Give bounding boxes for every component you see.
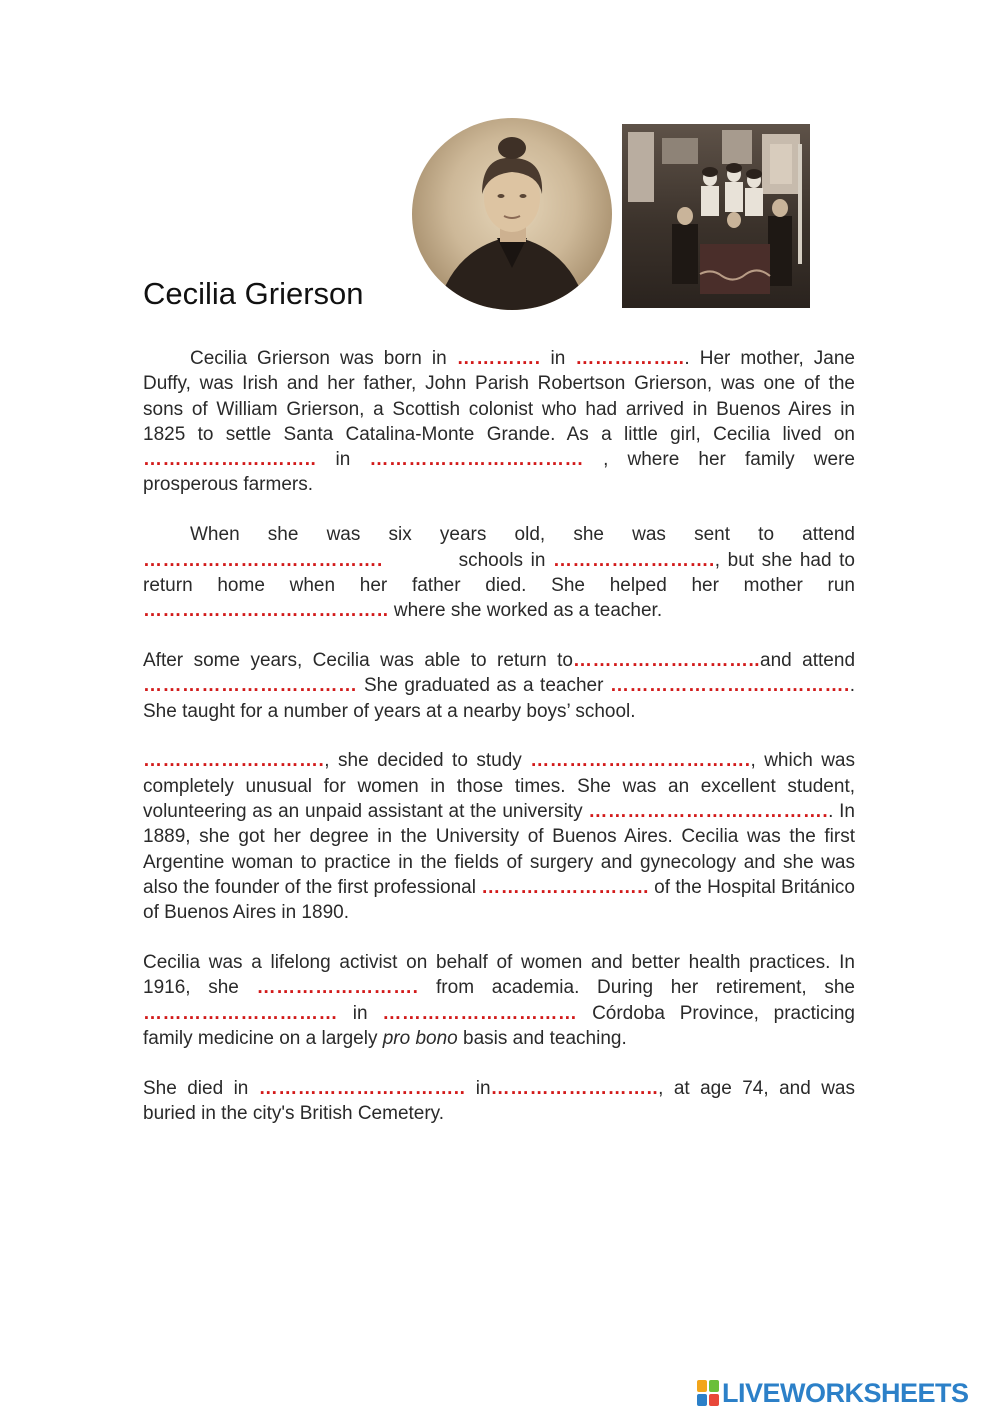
text: She died in xyxy=(143,1077,259,1099)
blank-retirement-place[interactable]: ………………………… xyxy=(382,1002,578,1024)
blank-mother-run[interactable]: ……………………………….. xyxy=(143,600,389,622)
text: and attend xyxy=(760,649,856,671)
paragraph-5 xyxy=(143,950,855,1051)
text: in xyxy=(465,1077,491,1099)
group-photo xyxy=(622,124,810,308)
text: in xyxy=(316,449,370,471)
blank-school-type[interactable]: ………………………………. xyxy=(143,549,383,571)
blank-death-place[interactable]: …………………….. xyxy=(490,1077,659,1099)
text: She graduated as a teacher xyxy=(357,675,610,697)
text: where she worked as a teacher. xyxy=(388,600,663,622)
paragraph-4 xyxy=(143,748,855,925)
text: Cecilia Grierson was born in xyxy=(190,348,457,369)
biography-text xyxy=(143,346,855,1151)
blank-birth-place[interactable]: …………….. xyxy=(575,348,685,369)
blank-attend[interactable]: …………………………… xyxy=(143,675,358,697)
blank-when[interactable]: ………………………. xyxy=(143,750,325,772)
portrait-photo xyxy=(412,118,612,310)
blank-retirement[interactable]: ………………………… xyxy=(143,1002,338,1024)
blank-birth-date[interactable]: …………. xyxy=(456,348,541,369)
text: in xyxy=(540,348,576,369)
blank-1916[interactable]: ……………………. xyxy=(256,977,419,999)
text-italic: pro bono xyxy=(382,1027,458,1049)
blank-graduated[interactable]: ………………………………. xyxy=(609,675,850,697)
paragraph-1 xyxy=(143,346,855,498)
text: of the Hospital Británico of Buenos Aires in 1890. xyxy=(143,876,855,924)
text: After some years, Cecilia was able to return to xyxy=(143,649,573,671)
blank-study[interactable]: ……………………………. xyxy=(530,750,751,772)
liveworksheets-logo[interactable] xyxy=(697,1378,969,1408)
text: , which was completely unusual for women in those times. She was an excellent student, volunteering as an unpaid assistant at the university xyxy=(143,750,856,822)
blank-return-to[interactable]: ……………………….. xyxy=(572,649,761,671)
text: . In 1889, she got her degree in the University of Buenos Aires. Cecilia was the first Argentine woman to practice in the fields of surgery and gynecology and she was also the founder of the first professional xyxy=(143,800,855,898)
text: , at age 74, and was buried in the city's British Cemetery. xyxy=(143,1077,855,1124)
text: basis and teaching. xyxy=(457,1027,627,1049)
blank-university[interactable]: ………………………………. xyxy=(588,800,829,822)
logo-icon xyxy=(697,1380,719,1406)
text: When she was six years old, she was sent to attend xyxy=(190,524,855,546)
paragraph-2 xyxy=(143,522,855,623)
logo-text: LIVEWORKSHEETS xyxy=(722,1377,969,1408)
text: Cecilia was a lifelong activist on behalf of women and better health practices. In 1916, she xyxy=(143,951,855,999)
blank-lived-in[interactable]: …………………………… xyxy=(369,449,584,471)
blank-lived-on[interactable]: ……………….…….. xyxy=(143,449,317,471)
text: schools in xyxy=(382,549,553,571)
blank-school-place[interactable]: ……………………. xyxy=(553,549,715,571)
paragraph-6 xyxy=(143,1076,855,1127)
text: in xyxy=(338,1002,383,1024)
text: , where her family were prosperous farmers. xyxy=(143,449,855,496)
text: , but she had to return home when her father died. She helped her mother run xyxy=(143,549,855,596)
text: from academia. During her retirement, she xyxy=(418,977,855,999)
page-title: Cecilia Grierson xyxy=(143,276,364,311)
text: , she decided to study xyxy=(324,750,531,772)
blank-professional[interactable]: …………………….. xyxy=(481,876,649,898)
blank-death-date[interactable]: ………………………….. xyxy=(258,1077,466,1099)
text: . She taught for a number of years at a nearby boys’ school. xyxy=(143,675,855,722)
text: Córdoba Province, practicing family medicine on a largely xyxy=(143,1002,855,1049)
paragraph-3 xyxy=(143,648,855,724)
text: . Her mother, Jane Duffy, was Irish and her father, John Parish Robertson Grierson, was one of the sons of William Grierson, a Scottish colonist who had arrived in Buenos Aires in 1825 to settle Santa Catalina-Monte Grande. As a little girl, Cecilia lived on xyxy=(143,348,855,445)
